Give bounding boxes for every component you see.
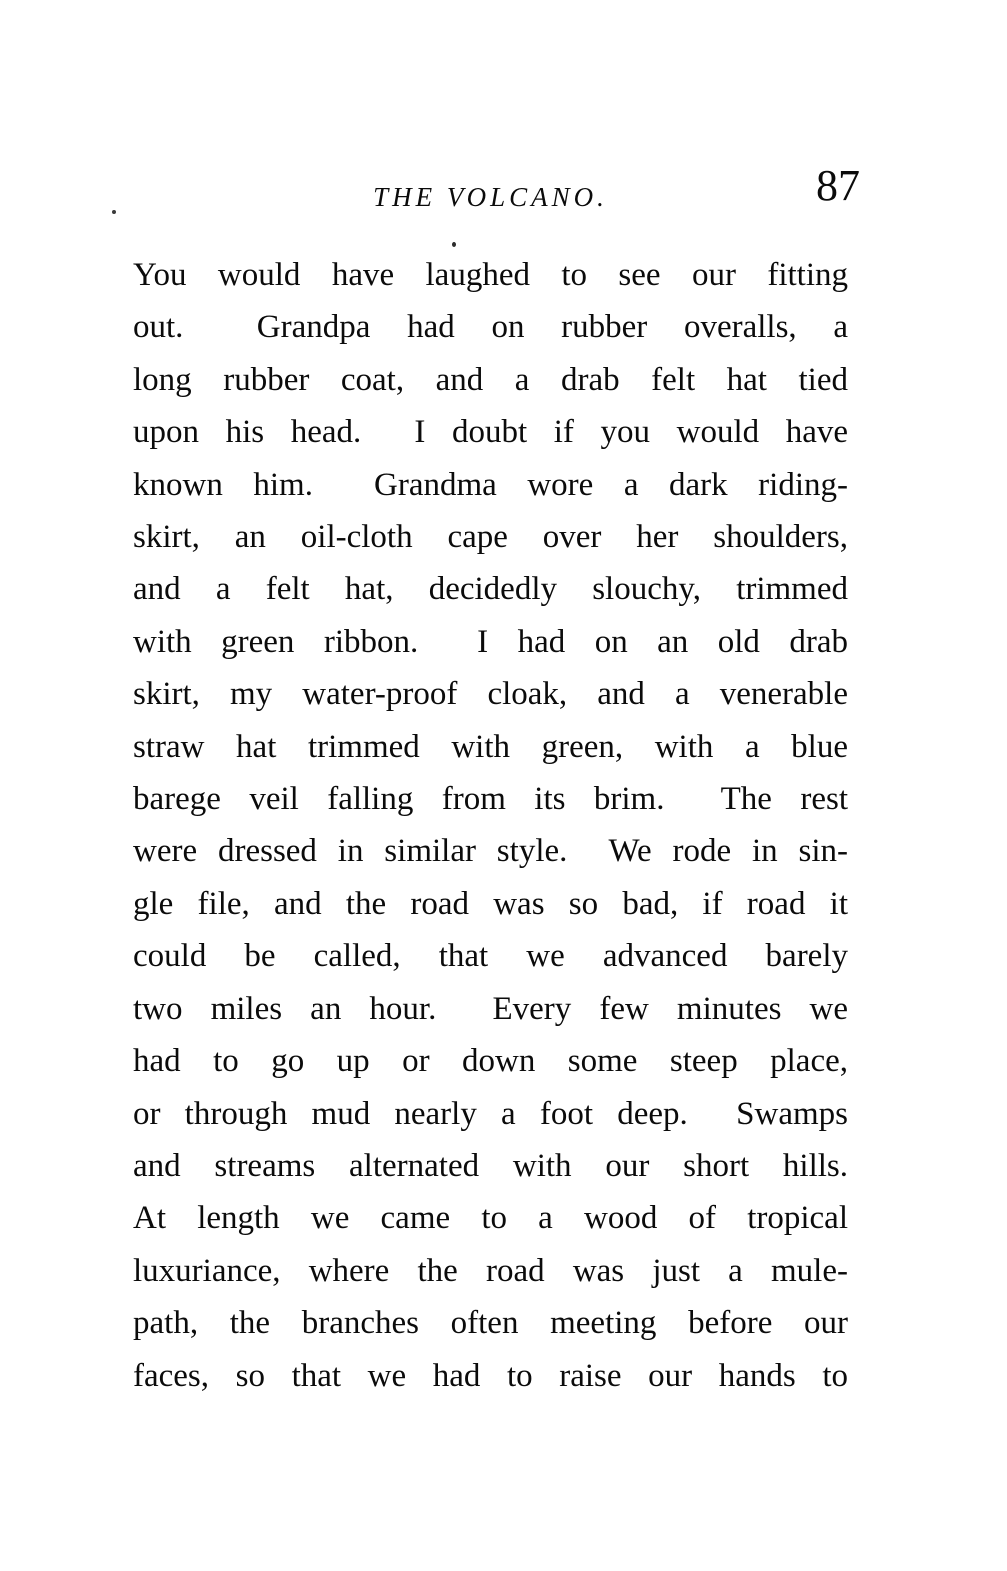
text-line: long rubber coat, and a drab felt hat tied xyxy=(133,361,848,398)
text-line: and streams alternated with our short hills. xyxy=(133,1147,848,1184)
scan-speck xyxy=(452,242,456,247)
text-line: barege veil falling from its brim. The rest xyxy=(133,781,848,818)
text-line: luxuriance, where the road was just a mule- xyxy=(133,1252,848,1289)
text-line: or through mud nearly a foot deep. Swamps xyxy=(133,1095,848,1132)
text-line: had to go up or down some steep place, xyxy=(133,1043,848,1080)
text-line: path, the branches often meeting before our xyxy=(133,1305,848,1342)
text-line: with green ribbon. I had on an old drab xyxy=(133,623,848,660)
text-line: straw hat trimmed with green, with a blue xyxy=(133,728,848,765)
text-line: known him. Grandma wore a dark riding- xyxy=(133,466,848,503)
page-number: 87 xyxy=(816,161,860,210)
text-line: You would have laughed to see our fitting xyxy=(133,257,848,293)
text-line: At length we came to a wood of tropical xyxy=(133,1200,848,1237)
running-title: THE VOLCANO. xyxy=(373,182,608,212)
page-header xyxy=(133,161,860,224)
text-line: skirt, my water-proof cloak, and a venerable xyxy=(133,676,848,713)
text-line: could be called, that we advanced barely xyxy=(133,938,848,975)
text-line: skirt, an oil-cloth cape over her shoulders, xyxy=(133,519,848,556)
text-line: gle file, and the road was so bad, if road it xyxy=(133,885,848,922)
text-line: two miles an hour. Every few minutes we xyxy=(133,990,848,1027)
text-line: faces, so that we had to raise our hands to xyxy=(133,1357,848,1394)
text-line: and a felt hat, decidedly slouchy, trimmed xyxy=(133,571,848,608)
page-body xyxy=(133,249,848,1402)
scan-speck xyxy=(112,210,116,214)
text-line: out. Grandpa had on rubber overalls, a xyxy=(133,309,848,346)
text-line: were dressed in similar style. We rode in sin- xyxy=(133,833,848,870)
text-line: upon his head. I doubt if you would have xyxy=(133,414,848,451)
